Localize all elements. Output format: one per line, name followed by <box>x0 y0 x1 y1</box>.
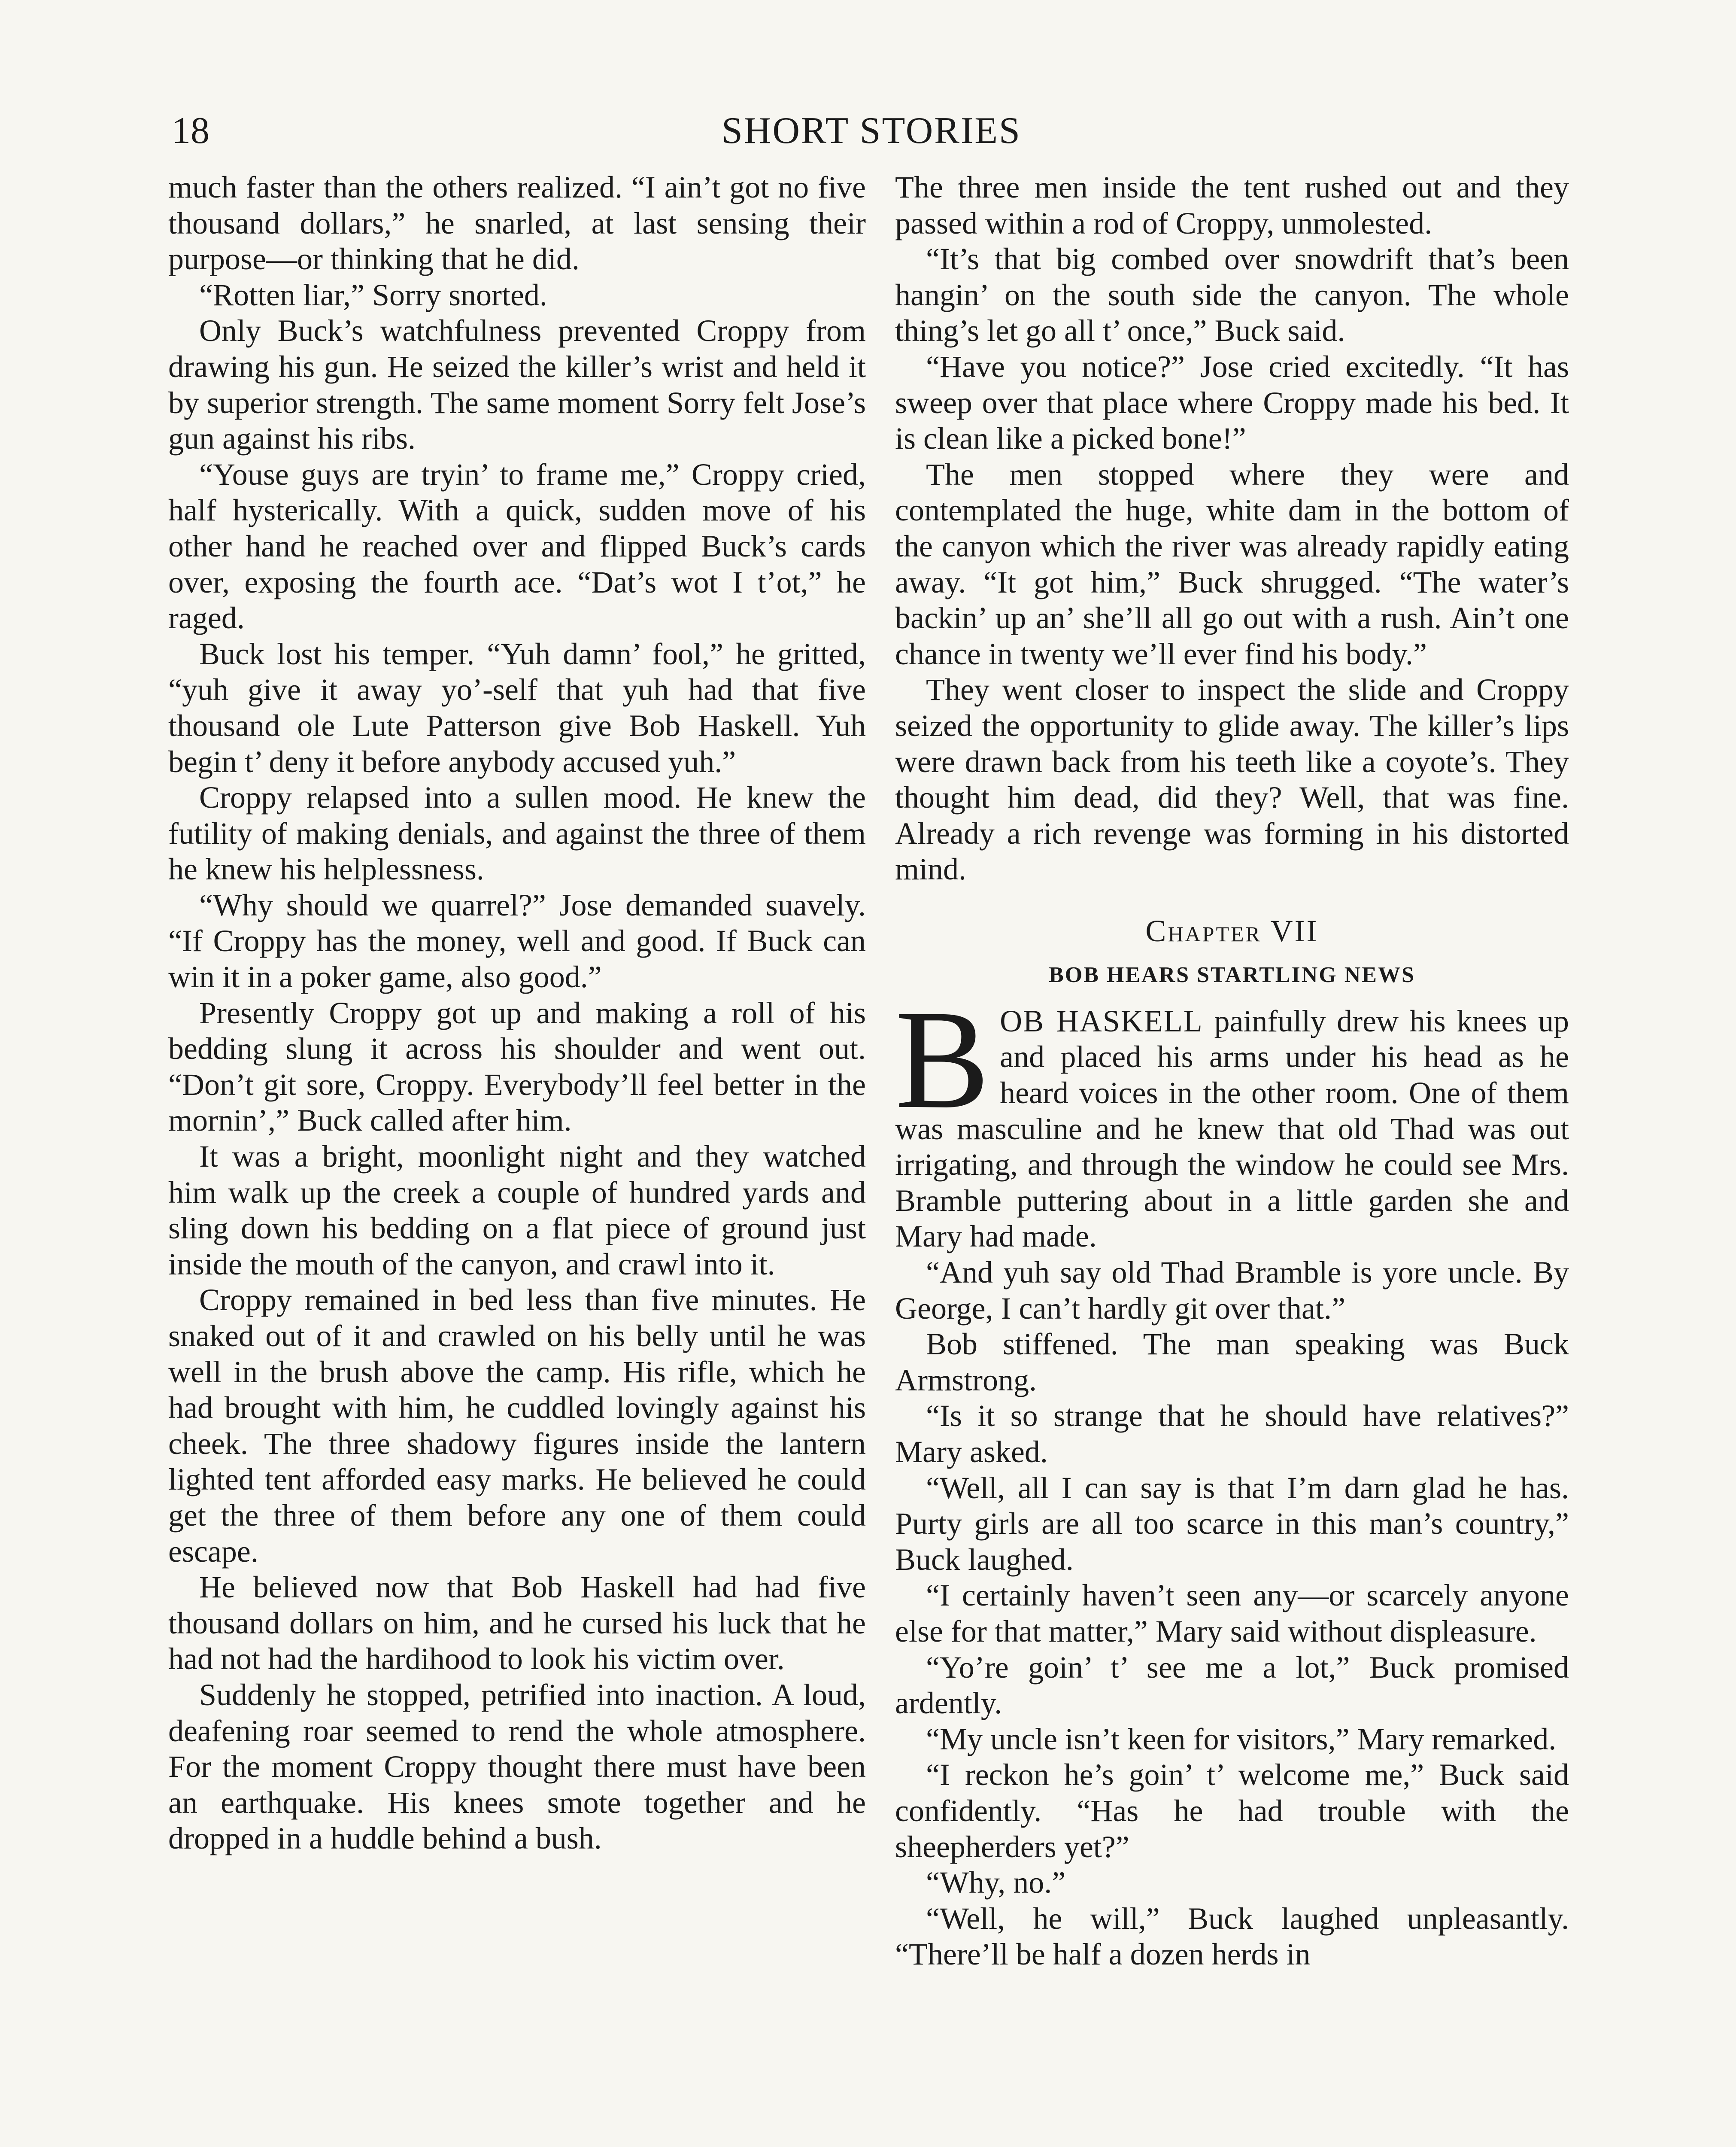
paragraph: “I certainly haven’t seen any—or scarcely anyone else for that matter,” Mary said without displeasure. <box>895 1578 1569 1648</box>
paragraph: “It’s that big combed over snowdrift that’s been hangin’ on the south side the canyon. The whole thing’s let go all t’ once,” Buck said. <box>895 242 1569 348</box>
paragraph: “Well, all I can say is that I’m darn glad he has. Purty girls are all too scarce in this man’s country,” Buck laughed. <box>895 1470 1569 1577</box>
paragraph: Bob stiffened. The man speaking was Buck Armstrong. <box>895 1327 1569 1397</box>
paragraph: Buck lost his temper. “Yuh damn’ fool,” he gritted, “yuh give it away yo’-self that yuh had that five thousand ole Lute Patterson give Bob Haskell. Yuh begin t’ deny it before anybody accused yuh.” <box>168 636 866 779</box>
running-title: SHORT STORIES <box>722 110 1021 152</box>
paragraph: The three men inside the tent rushed out and they passed within a rod of Croppy, unmolested. <box>895 170 1569 240</box>
paragraph: much faster than the others realized. “I ain’t got no five thousand dollars,” he snarled, at last sensing their purpose—or thinking that he did. <box>168 170 866 277</box>
paragraph: “Have you notice?” Jose cried excitedly. “It has sweep over that place where Croppy made his bed. It is clean like a picked bone!” <box>895 349 1569 456</box>
paragraph-text: painfully drew his knees up and placed his arms under his head as he heard voices in the other room. One of them was masculine and he knew that old Thad was out irrigating, and through the window he could see Mrs. Bramble puttering about in a little garden she and Mary had made. <box>895 1004 1569 1254</box>
paragraph: “Is it so strange that he should have relatives?” Mary asked. <box>895 1399 1569 1469</box>
paragraph: “My uncle isn’t keen for visitors,” Mary remarked. <box>926 1721 1557 1756</box>
page-header <box>172 105 1571 161</box>
paragraph: Presently Croppy got up and making a roll of his bedding slung it across his shoulder and went out. “Don’t git sore, Croppy. Everybody’ll feel better in the mornin’,” Buck called after him. <box>168 995 866 1138</box>
drop-cap: B <box>895 981 990 1138</box>
chapter-subtitle: BOB HEARS STARTLING NEWS <box>1049 962 1415 987</box>
lead-words: OB HASKELL <box>1000 1004 1203 1038</box>
paragraph: “Why, no.” <box>926 1865 1066 1900</box>
chapter-opening-paragraph <box>895 981 1569 1255</box>
paragraph: Croppy relapsed into a sullen mood. He knew the futility of making denials, and against the three of them he knew his helplessness. <box>168 780 866 887</box>
paragraph: “I reckon he’s goin’ t’ welcome me,” Buck said confidently. “Has he had trouble with the sheepherders yet?” <box>895 1758 1569 1864</box>
paragraph: The men stopped where they were and contemplated the huge, white dam in the bottom of the canyon which the river was already rapidly eating away. “It got him,” Buck shrugged. “The water’s backin’ up an’ she’ll all go out with a rush. Ain’t one chance in twenty we’ll ever find his body.” <box>895 457 1569 671</box>
paragraph: “Well, he will,” Buck laughed unpleasantly. “There’ll be half a dozen herds in <box>895 1901 1569 1972</box>
right-column <box>895 170 1569 2147</box>
paragraph: “Yo’re goin’ t’ see me a lot,” Buck promised ardently. <box>895 1650 1569 1721</box>
paragraph: Suddenly he stopped, petrified into inaction. A loud, deafening roar seemed to rend the whole atmosphere. For the moment Croppy thought there must have been an earthquake. His knees smote together and he dropped in a huddle behind a bush. <box>168 1677 866 1856</box>
paragraph: Only Buck’s watchfulness prevented Croppy from drawing his gun. He seized the killer’s wrist and held it by superior strength. The same moment Sorry felt Jose’s gun against his ribs. <box>168 313 866 456</box>
paragraph: “Youse guys are tryin’ to frame me,” Croppy cried, half hysterically. With a quick, sudden move of his other hand he reached over and flipped Buck’s cards over, exposing the fourth ace. “Dat’s wot I t’ot,” he raged. <box>168 457 866 636</box>
page-number: 18 <box>172 110 209 152</box>
paragraph: “Why should we quarrel?” Jose demanded suavely. “If Croppy has the money, well and good. If Buck can win it in a poker game, also good.” <box>168 888 866 994</box>
left-column <box>168 170 866 2147</box>
paragraph: They went closer to inspect the slide and Croppy seized the opportunity to glide away. The killer’s lips were drawn back from his teeth like a coyote’s. They thought him dead, did they? Well, that was fine. Already a rich revenge was forming in his distorted mind. <box>895 672 1569 887</box>
paragraph: “And yuh say old Thad Bramble is yore uncle. By George, I can’t hardly git over that.” <box>895 1255 1569 1326</box>
paragraph: He believed now that Bob Haskell had had five thousand dollars on him, and he cursed his luck that he had not had the hardihood to look his victim over. <box>168 1570 866 1676</box>
paragraph: It was a bright, moonlight night and they watched him walk up the creek a couple of hundred yards and sling down his bedding on a flat piece of ground just inside the mouth of the canyon, and crawl into it. <box>168 1139 866 1281</box>
chapter-heading: Chapter VII <box>1145 913 1319 948</box>
paragraph: “Rotten liar,” Sorry snorted. <box>199 277 547 312</box>
paragraph: Croppy remained in bed less than five minutes. He snaked out of it and crawled on his belly until he was well in the brush above the camp. His rifle, which he had brought with him, he cuddled lovingly against his cheek. The three shadowy figures inside the lantern lighted tent afforded easy marks. He believed he could get the three of them before any one of them could escape. <box>168 1283 866 1569</box>
